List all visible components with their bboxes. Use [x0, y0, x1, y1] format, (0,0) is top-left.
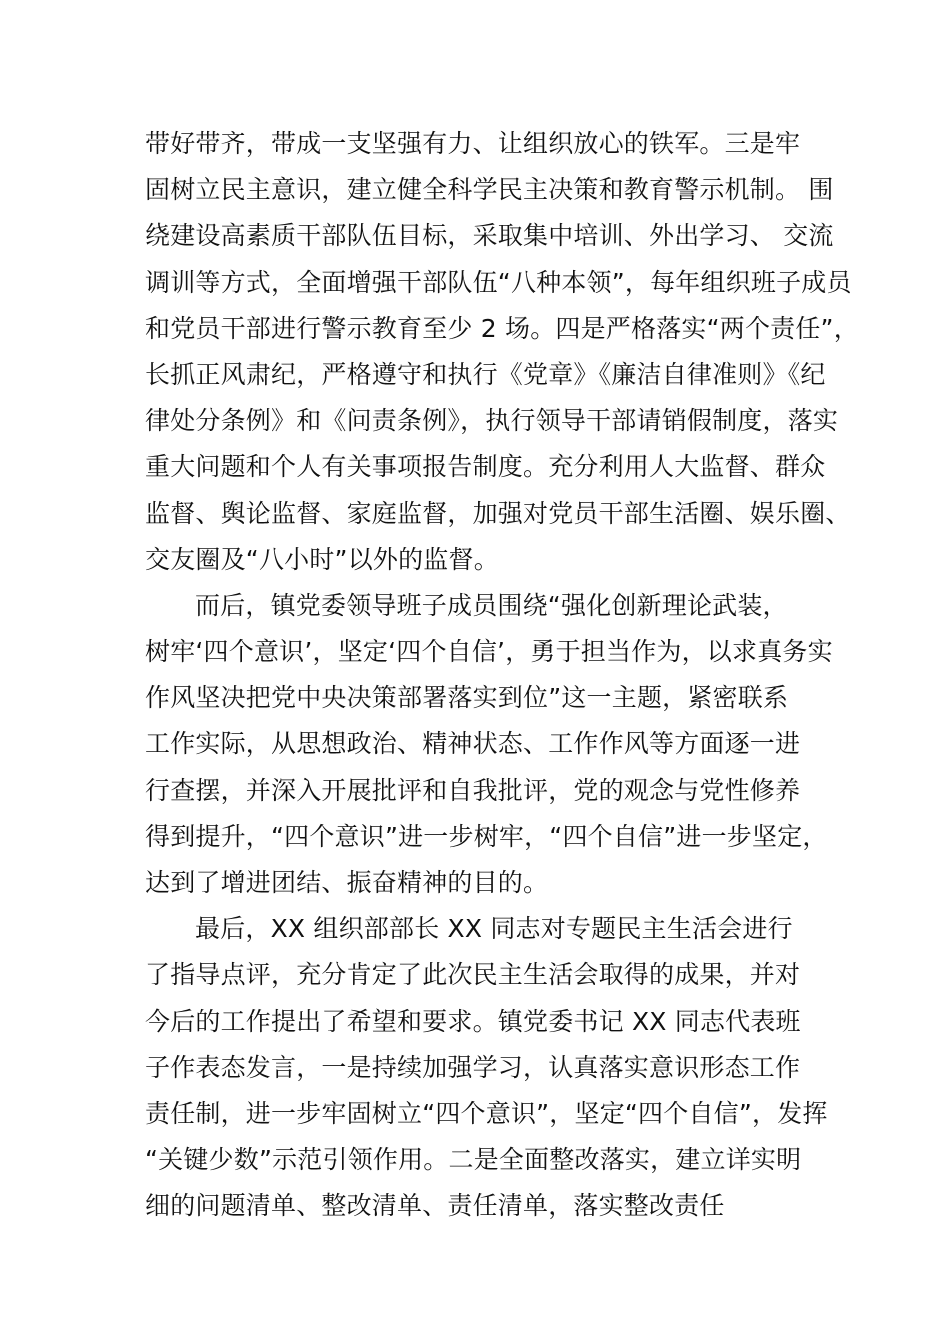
text-line: 带好带齐，带成一支坚强有力、让组织放心的铁军。三是牢 — [145, 129, 801, 158]
text-line: 了指导点评，充分肯定了此次民主生活会取得的成果，并对 — [145, 960, 801, 990]
text-line: 行查摆，并深入开展批评和自我批评，党的观念与党性修养 — [145, 775, 801, 805]
text-line: 细的问题清单、整改清单、责任清单，落实整改责任 — [145, 1191, 725, 1221]
text-line: 而后，镇党委领导班子成员围绕“强化创新理论武装， — [195, 590, 788, 620]
text-line: 责任制，进一步牢固树立“四个意识”，坚定“四个自信”，发挥 — [145, 1098, 828, 1128]
text-line: 得到提升，“四个意识”进一步树牢，“四个自信”进一步坚定， — [145, 821, 828, 851]
text-line: 最后，XX 组织部部长 XX 同志对专题民主生活会进行 — [195, 914, 793, 944]
text-line: 和党员干部进行警示教育至少 2 场。四是严格落实“两个责任”， — [145, 313, 859, 343]
text-line: 绕建设高素质干部队伍目标，采取集中培训、外出学习、 交流 — [145, 221, 834, 251]
text-line: 子作表态发言，一是持续加强学习，认真落实意识形态工作 — [145, 1052, 801, 1082]
text-line: 达到了增进团结、振奋精神的目的。 — [145, 868, 549, 897]
text-line: “关键少数”示范引领作用。二是全面整改落实，建立详实明 — [145, 1145, 802, 1175]
text-line: 固树立民主意识，建立健全科学民主决策和教育警示机制。 围 — [145, 175, 834, 205]
document-body — [145, 121, 859, 1230]
text-line: 交友圈及“八小时”以外的监督。 — [145, 544, 499, 574]
text-line: 重大问题和个人有关事项报告制度。充分利用人大监督、群众 — [145, 452, 826, 482]
text-line: 树牢‘四个意识’，坚定‘四个自信’，勇于担当作为，以求真务实 — [145, 637, 833, 667]
text-line: 律处分条例》和《问责条例》，执行领导干部请销假制度，落实 — [145, 406, 839, 436]
text-line: 工作实际，从思想政治、精神状态、工作作风等方面逐一进 — [145, 729, 801, 759]
text-line: 调训等方式，全面增强干部队伍“八种本领”，每年组织班子成员 — [145, 267, 852, 297]
text-line: 长抓正风肃纪，严格遵守和执行《党章》《廉洁自律准则》《纪 — [145, 359, 826, 389]
text-line: 作风坚决把党中央决策部署落实到位”这一主题，紧密联系 — [145, 683, 789, 713]
text-line: 今后的工作提出了希望和要求。镇党委书记 XX 同志代表班 — [145, 1006, 801, 1036]
text-line: 监督、舆论监督、家庭监督，加强对党员干部生活圈、娱乐圈、 — [145, 498, 851, 528]
